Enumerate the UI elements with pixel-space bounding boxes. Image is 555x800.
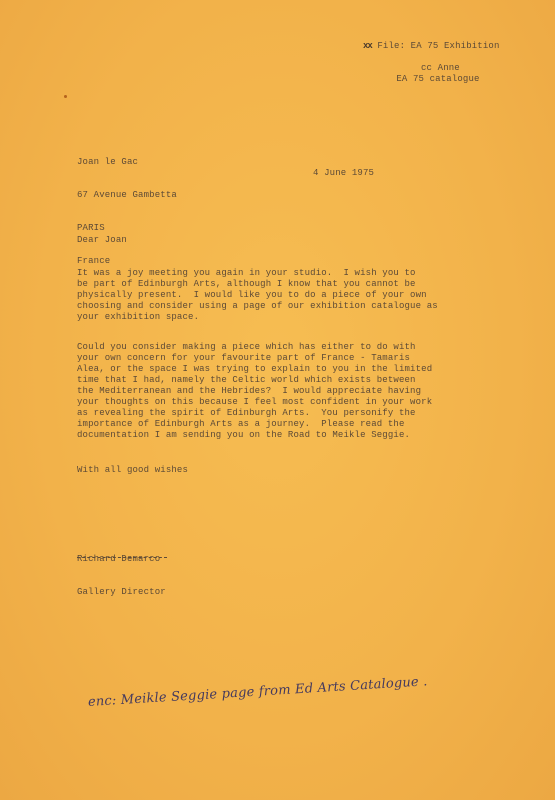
file-reference-line-1 [363, 41, 500, 52]
ink-dot-mark [64, 95, 67, 98]
paragraph-2-line: as revealing the spirit of Edinburgh Arts. You personify the [77, 408, 416, 418]
letter-date: 4 June 1975 [313, 168, 375, 178]
signature-underline [77, 557, 167, 558]
recipient-name: Joan le Gac [77, 157, 139, 167]
cc-line: cc Anne [421, 63, 460, 73]
paragraph-2-line: the Mediterranean and the Hebrides? I would appreciate having [77, 386, 422, 396]
closing-line: With all good wishes [77, 465, 189, 475]
paragraph-2-line: your thoughts on this because I feel most confident in your work [77, 397, 433, 407]
paragraph-2-line: your own concern for your favourite part of France - Tamaris [77, 353, 411, 363]
paragraph-2-line: Alea, or the space I was trying to explain to you in the limited [77, 364, 433, 374]
paragraph-2-line: documentation I am sending you on the Road to Meikle Seggie. [77, 430, 411, 440]
paragraph-1-line: choosing and consider using a page of our exhibition catalogue as [77, 301, 438, 311]
paragraph-1-line: your exhibition space. [77, 312, 200, 322]
recipient-address [77, 135, 177, 289]
file-reference-line-2 [363, 74, 500, 85]
salutation: Dear Joan [77, 235, 127, 245]
paragraph-1-line: be part of Edinburgh Arts, although I know that you cannot be [77, 279, 416, 289]
file-reference-text-2: EA 75 catalogue [396, 74, 480, 84]
handwritten-enclosure-note: enc: Meikle Seggie page from Ed Arts Catalogue . [87, 674, 428, 710]
file-reference-text-1: File: EA 75 Exhibition [377, 41, 500, 51]
body-paragraph-1 [77, 268, 477, 323]
recipient-country: France [77, 256, 111, 266]
recipient-street: 67 Avenue Gambetta [77, 190, 177, 200]
paragraph-2-line: time that I had, namely the Celtic world which exists between [77, 375, 416, 385]
paragraph-1-line: It was a joy meeting you again in your studio. I wish you to [77, 268, 416, 278]
struck-out-mark: xx [363, 41, 372, 51]
signatory-name: Richard Demarco [77, 554, 161, 564]
body-paragraph-2 [77, 342, 477, 441]
signature-block [77, 532, 166, 620]
signatory-title: Gallery Director [77, 587, 166, 597]
paragraph-1-line: physically present. I would like you to do a piece of your own [77, 290, 427, 300]
recipient-city: PARIS [77, 223, 105, 233]
paragraph-2-line: Could you consider making a piece which has either to do with [77, 342, 416, 352]
paragraph-2-line: importance of Edinburgh Arts as a journey. Please read the [77, 419, 405, 429]
